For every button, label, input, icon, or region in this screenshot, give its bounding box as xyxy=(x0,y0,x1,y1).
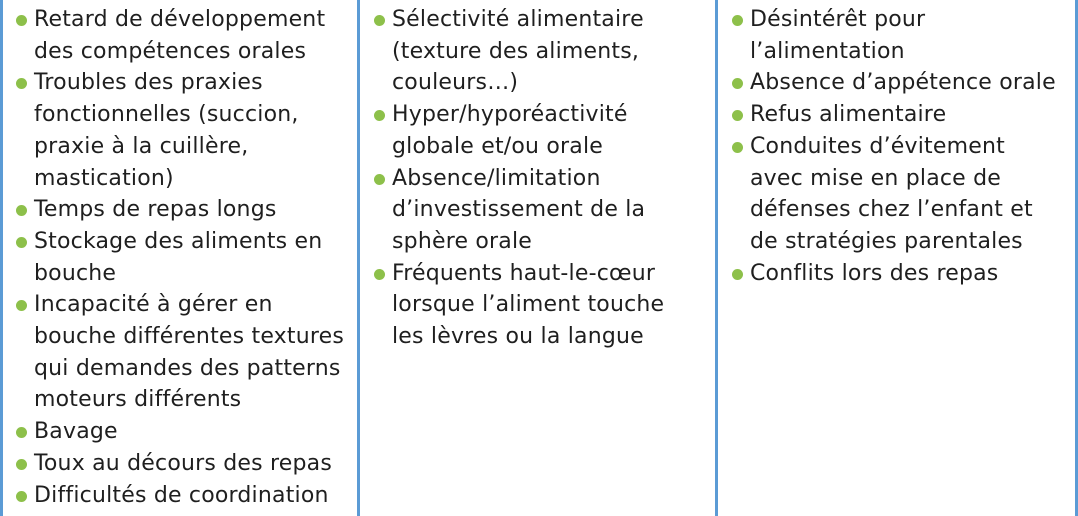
list-item-text: Toux au décours des repas xyxy=(34,450,332,476)
list-item xyxy=(372,258,707,353)
list-item xyxy=(730,131,1075,258)
bullet-icon xyxy=(16,427,27,438)
list-item-text: Bavage xyxy=(34,419,118,445)
list-item-text: Stockage des aliments en bouche xyxy=(34,228,323,286)
bullet-icon xyxy=(374,110,385,121)
list-item-text: Absence/limitation d’investissement de la sphère orale xyxy=(392,165,646,254)
bullet-icon xyxy=(374,174,385,185)
list-item-text: Refus alimentaire xyxy=(750,102,947,128)
bullet-list xyxy=(372,4,707,353)
column-3 xyxy=(730,4,1075,289)
list-item-text: Conflits lors des repas xyxy=(750,260,999,286)
bullet-icon xyxy=(732,15,743,26)
bullet-icon xyxy=(732,110,743,121)
list-item-text: Fréquents haut-le-cœur lorsque l’aliment touche les lèvres ou la langue xyxy=(392,260,665,350)
list-item xyxy=(14,4,354,67)
bullet-icon xyxy=(732,78,743,89)
list-item xyxy=(14,480,354,512)
list-item-text: Retard de développement des compétences orales xyxy=(34,7,326,64)
list-item xyxy=(730,4,1075,67)
bullet-icon xyxy=(16,237,27,248)
list-item-text: Hyper/hyporéactivité globale et/ou orale xyxy=(392,102,628,159)
bullet-icon xyxy=(374,15,385,26)
list-item-text: Désintérêt pour l’alimentation xyxy=(750,7,926,64)
bullet-list xyxy=(730,4,1075,289)
column-1 xyxy=(14,4,354,511)
list-item-text: Troubles des praxies fonctionnelles (succion, praxie à la cuillère, mastication) xyxy=(34,70,299,191)
column-divider-2 xyxy=(715,0,718,516)
bullet-icon xyxy=(16,491,27,502)
list-item xyxy=(14,289,354,416)
list-item xyxy=(14,194,354,226)
list-item xyxy=(372,99,707,162)
bullet-icon xyxy=(16,78,27,89)
bullet-list xyxy=(14,4,354,511)
list-item xyxy=(372,4,707,99)
bullet-icon xyxy=(16,15,27,26)
list-item-text: Absence d’appétence orale xyxy=(750,70,1056,96)
list-item-text: Temps de repas longs xyxy=(34,197,277,223)
list-item-text: Conduites d’évitement avec mise en place de défenses chez l’enfant et de stratégies parentales xyxy=(750,133,1033,254)
list-item xyxy=(14,416,354,448)
bullet-icon xyxy=(732,142,743,153)
list-item-text: Incapacité à gérer en bouche différentes textures qui demandes des patterns moteurs différents xyxy=(34,292,345,413)
list-item-text: Difficultés de coordination xyxy=(34,482,329,508)
bullet-icon xyxy=(16,459,27,470)
list-item xyxy=(372,163,707,258)
bullet-icon xyxy=(16,300,27,311)
column-2 xyxy=(372,4,707,353)
list-item xyxy=(730,99,1075,131)
list-item xyxy=(730,67,1075,99)
list-item xyxy=(14,448,354,480)
column-divider-1 xyxy=(357,0,360,516)
list-item-text: Sélectivité alimentaire (texture des aliments, couleurs…) xyxy=(392,7,644,96)
list-item xyxy=(730,258,1075,290)
bullet-icon xyxy=(16,205,27,216)
list-item xyxy=(14,226,354,289)
bullet-icon xyxy=(732,269,743,280)
list-item xyxy=(14,67,354,194)
bullet-icon xyxy=(374,269,385,280)
table-border-left xyxy=(0,0,3,516)
